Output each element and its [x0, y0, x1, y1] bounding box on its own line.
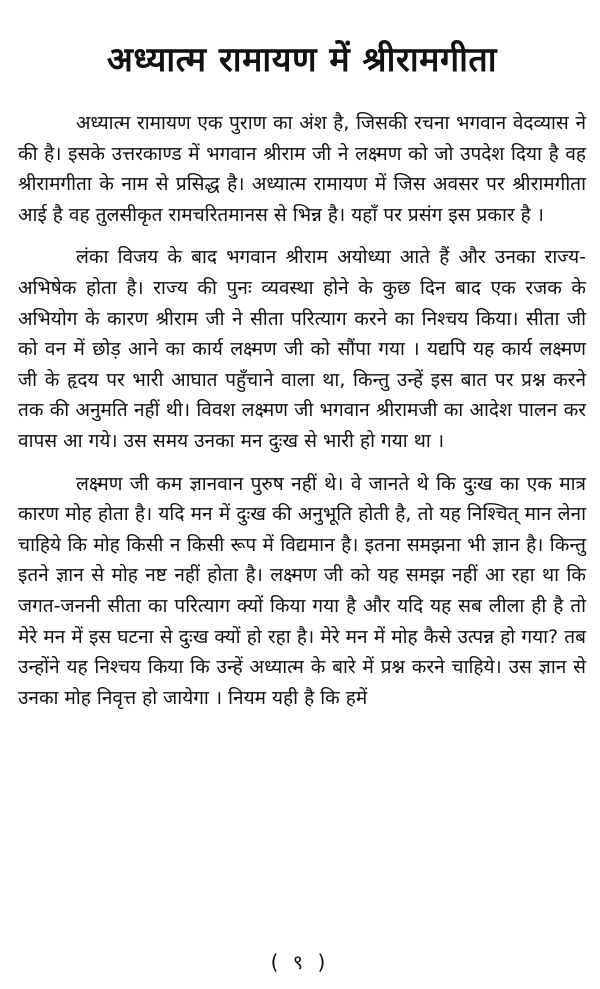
page-number: ( ९ ) [270, 950, 330, 974]
paragraph-intro: अध्यात्म रामायण एक पुराण का अंश है, जिसकी रचना भगवान वेदव्यास ने की है। इसके उत्तरकाण्ड में भगवान श्रीराम जी ने लक्ष्मण को जो उपदेश दिया है वह श्रीरामगीता के नाम से प्रसिद्ध है। अध्यात्म रामायण में जिस अवसर पर श्रीरामगीता आई है वह तुलसीकृत रामचरितमानस से भिन्न है। यहाँ पर प्रसंग इस प्रकार है । [18, 112, 586, 226]
page-title: अध्यात्म रामायण में श्रीरामगीता [106, 40, 498, 80]
paragraph-sita-exile: लंका विजय के बाद भगवान श्रीराम अयोध्या आते हैं और उनका राज्य-अभिषेक होता है। राज्य की पुनः व्यवस्था होने के कुछ दिन बाद एक रजक के अभियोग के कारण श्रीराम जी ने सीता परित्याग करने का निश्चय किया। सीता जी को वन में छोड़ आने का कार्य लक्ष्मण जी को सौंपा गया । यद्यपि यह कार्य लक्ष्मण जी के हृदय पर भारी आघात पहुँचाने वाला था, किन्तु उन्हें इस बात पर प्रश्न करने तक की अनुमति नहीं थी। विवश लक्ष्मण जी भगवान श्रीरामजी का आदेश पालन कर वापस आ गये। उस समय उनका मन दुःख से भारी हो गया था । [18, 246, 586, 452]
paragraph-lakshmana-moha: लक्ष्मण जी कम ज्ञानवान पुरुष नहीं थे। वे जानते थे कि दुःख का एक मात्र कारण मोह होता है। यदि मन में दुःख की अनुभूति होती है, तो यह निश्चित् मान लेना चाहिये कि मोह किसी न किसी रूप में विद्यमान है। इतना समझना भी ज्ञान है। किन्तु इतने ज्ञान से मोह नष्ट नहीं होता है। लक्ष्मण जी को यह समझ नहीं आ रहा था कि जगत-जननी सीता का परित्याग क्यों किया गया है और यदि यह सब लीला ही है तो मेरे मन में इस घटना से दुःख क्यों हो रहा है। मेरे मन में मोह कैसे उत्पन्न हो गया? तब उन्होंने यह निश्चय किया कि उन्हें अध्यात्म के बारे में प्रश्न करने चाहिये। उस ज्ञान से उनका मोह निवृत्त हो जायेगा । नियम यही है कि हमें [18, 472, 586, 709]
